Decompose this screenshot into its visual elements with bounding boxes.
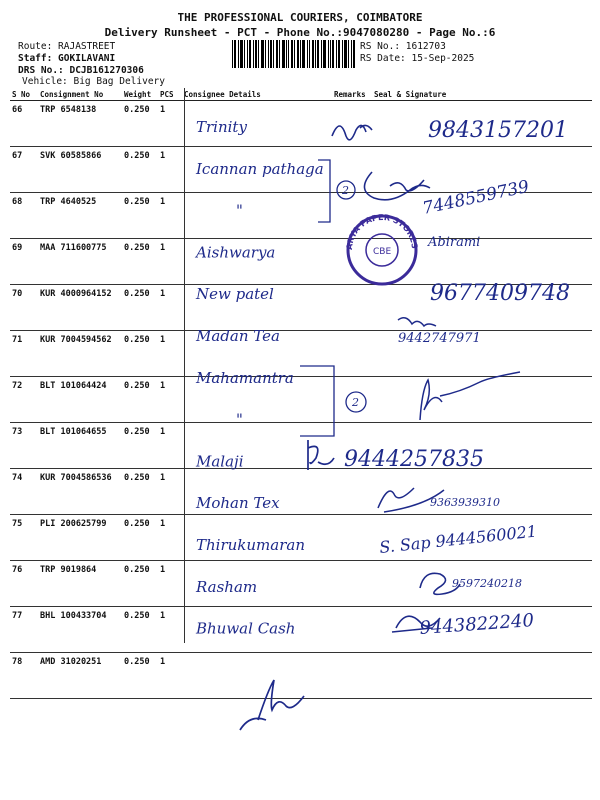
row-consignee-cell <box>182 561 332 607</box>
barcode-bar <box>300 40 301 68</box>
table-row <box>10 561 592 607</box>
col-consignee: Consignee Details <box>182 88 332 101</box>
signature-76: S. Sap 9444560021 <box>378 521 538 557</box>
row-remarks-cell <box>332 101 372 147</box>
row-sno: 73 <box>10 423 38 469</box>
barcode-bar <box>255 40 257 68</box>
consignee-name: Bhuwal Cash <box>196 619 296 638</box>
row-remarks-cell <box>332 515 372 561</box>
barcode-bar <box>279 40 280 68</box>
phone-75: 9363939310 <box>430 496 500 509</box>
row-sno: 68 <box>10 193 38 239</box>
row-consignment-no: BLT 101064424 <box>38 377 122 423</box>
row-remarks-cell <box>332 653 372 699</box>
table-row <box>10 193 592 239</box>
row-weight: 0.250 <box>122 607 158 653</box>
table-row <box>10 331 592 377</box>
row-remarks-cell <box>332 285 372 331</box>
row-weight: 0.250 <box>122 653 158 699</box>
row-remarks-cell <box>332 147 372 193</box>
table-row <box>10 147 592 193</box>
table-row <box>10 423 592 469</box>
barcode-bar <box>258 40 259 68</box>
barcode-bar <box>240 40 243 68</box>
row-signature-cell <box>372 331 592 377</box>
row-signature-cell <box>372 515 592 561</box>
row-signature-cell <box>372 561 592 607</box>
row-consignment-no: KUR 7004594562 <box>38 331 122 377</box>
row-consignee-cell <box>182 515 332 561</box>
row-consignment-no: KUR 7004586536 <box>38 469 122 515</box>
barcode-bar <box>288 40 289 68</box>
consignee-name: New patel <box>196 285 274 304</box>
phone-66: 9843157201 <box>428 118 568 143</box>
table-row <box>10 285 592 331</box>
barcode-bar <box>253 40 254 68</box>
route-label: Route: RAJASTREET <box>18 41 116 52</box>
table-row <box>10 101 592 147</box>
row-weight: 0.250 <box>122 377 158 423</box>
runsheet-table <box>10 88 592 699</box>
phone-77: 9597240218 <box>452 577 522 590</box>
consignee-name: Aishwarya <box>196 243 276 262</box>
barcode-bar <box>276 40 278 68</box>
row-consignee-cell <box>182 101 332 147</box>
vehicle-label: Vehicle: Big Bag Delivery <box>22 76 165 87</box>
row-consignee-cell <box>182 469 332 515</box>
row-remarks-cell <box>332 423 372 469</box>
table-row <box>10 469 592 515</box>
row-pcs: 1 <box>158 101 182 147</box>
row-signature-cell <box>372 377 592 423</box>
col-signature: Seal & Signature <box>372 88 592 101</box>
col-pcs: PCS <box>158 88 182 101</box>
row-pcs: 1 <box>158 561 182 607</box>
row-pcs: 1 <box>158 147 182 193</box>
row-signature-cell <box>372 239 592 285</box>
row-pcs: 1 <box>158 515 182 561</box>
row-pcs: 1 <box>158 377 182 423</box>
barcode-bar <box>332 40 334 68</box>
rs-date: RS Date: 15-Sep-2025 <box>360 53 475 64</box>
row-consignment-no: SVK 60585866 <box>38 147 122 193</box>
barcode-bar <box>282 40 285 68</box>
row-signature-cell <box>372 147 592 193</box>
phone-68: 7448559739 <box>420 176 531 219</box>
barcode-bar <box>309 40 310 68</box>
row-consignment-no: PLI 200625799 <box>38 515 122 561</box>
row-sno: 75 <box>10 515 38 561</box>
consignee-name: " <box>236 201 243 220</box>
barcode-bar <box>238 40 239 68</box>
row-pcs: 1 <box>158 653 182 699</box>
svg-text:CBE: CBE <box>373 247 392 257</box>
col-sno: S No <box>10 88 38 101</box>
barcode-icon <box>232 40 356 68</box>
barcode-bar <box>286 40 287 68</box>
row-pcs: 1 <box>158 193 182 239</box>
row-remarks-cell <box>332 607 372 653</box>
row-consignee-cell <box>182 239 332 285</box>
barcode-bar <box>261 40 264 68</box>
row-sno: 72 <box>10 377 38 423</box>
row-pcs: 1 <box>158 331 182 377</box>
barcode-bar <box>344 40 347 68</box>
row-sno: 66 <box>10 101 38 147</box>
barcode-bar <box>307 40 308 68</box>
row-signature-cell <box>372 607 592 653</box>
phone-71: 9442747971 <box>398 331 481 346</box>
column-divider <box>184 88 185 643</box>
row-consignee-cell <box>182 423 332 469</box>
barcode-bar <box>323 40 326 68</box>
company-title: THE PROFESSIONAL COURIERS, COIMBATORE <box>177 11 423 24</box>
row-consignee-cell <box>182 331 332 377</box>
col-remarks: Remarks <box>332 88 372 101</box>
svg-text:ARYA PAPER STORES: ARYA PAPER STORES <box>344 212 420 251</box>
table-row <box>10 515 592 561</box>
row-consignee-cell <box>182 377 332 423</box>
row-weight: 0.250 <box>122 147 158 193</box>
rs-number: RS No.: 1612703 <box>360 41 446 52</box>
row-pcs: 1 <box>158 607 182 653</box>
row-remarks-cell <box>332 469 372 515</box>
row-consignment-no: TRP 6548138 <box>38 101 122 147</box>
consignee-name: Trinity <box>196 118 247 136</box>
row-signature-cell <box>372 653 592 699</box>
row-weight: 0.250 <box>122 193 158 239</box>
barcode-bar <box>297 40 299 68</box>
barcode-bar <box>353 40 355 68</box>
row-sno: 69 <box>10 239 38 285</box>
row-consignment-no: TRP 9019864 <box>38 561 122 607</box>
row-signature-cell <box>372 101 592 147</box>
runsheet-subtitle: Delivery Runsheet - PCT - Phone No.:9047080280 - Page No.:6 <box>104 26 496 39</box>
barcode-bar <box>348 40 349 68</box>
barcode-bar <box>294 40 295 68</box>
row-pcs: 1 <box>158 285 182 331</box>
row-consignee-cell <box>182 607 332 653</box>
consignee-name: " <box>236 410 243 429</box>
barcode-bar <box>338 40 340 68</box>
row-sno: 74 <box>10 469 38 515</box>
row-consignee-cell <box>182 193 332 239</box>
staff-label: Staff: GOKILAVANI <box>18 53 116 64</box>
consignee-name: Mahamantra <box>196 368 294 387</box>
row-weight: 0.250 <box>122 515 158 561</box>
row-consignment-no: BLT 101064655 <box>38 423 122 469</box>
col-weight: Weight <box>122 88 158 101</box>
row-sno: 70 <box>10 285 38 331</box>
phone-70: 9677409748 <box>430 281 570 306</box>
barcode-bar <box>330 40 331 68</box>
barcode-bar <box>315 40 316 68</box>
table-row <box>10 607 592 653</box>
row-consignee-cell <box>182 147 332 193</box>
consignee-name: Thirukumaran <box>196 536 305 554</box>
row-weight: 0.250 <box>122 469 158 515</box>
consignee-name: Mohan Tex <box>196 494 280 513</box>
barcode-bar <box>265 40 266 68</box>
row-pcs: 1 <box>158 469 182 515</box>
row-remarks-cell <box>332 193 372 239</box>
barcode-bar <box>312 40 314 68</box>
table-header-row <box>10 88 592 101</box>
row-pcs: 1 <box>158 423 182 469</box>
row-signature-cell <box>372 423 592 469</box>
row-consignment-no: MAA 711600775 <box>38 239 122 285</box>
barcode-bar <box>336 40 337 68</box>
row-consignment-no: KUR 4000964152 <box>38 285 122 331</box>
barcode-bar <box>342 40 343 68</box>
remark-67: 2 <box>342 184 349 197</box>
row-consignment-no: TRP 4640525 <box>38 193 122 239</box>
row-pcs: 1 <box>158 239 182 285</box>
consignee-name: Icannan pathaga <box>196 159 324 178</box>
row-signature-cell <box>372 193 592 239</box>
row-sno: 77 <box>10 607 38 653</box>
phone-74: 9444257835 <box>344 447 484 472</box>
row-signature-cell <box>372 285 592 331</box>
barcode-bar <box>249 40 251 68</box>
barcode-bar <box>234 40 236 68</box>
row-sno: 78 <box>10 653 38 699</box>
table-row <box>10 653 592 699</box>
row-weight: 0.250 <box>122 423 158 469</box>
row-consignee-cell <box>182 285 332 331</box>
row-remarks-cell <box>332 561 372 607</box>
barcode-bar <box>232 40 233 68</box>
barcode-bar <box>291 40 293 68</box>
remark-72: 2 <box>352 396 359 409</box>
barcode-bar <box>273 40 274 68</box>
barcode-bar <box>247 40 248 68</box>
row-consignment-no: AMD 31020251 <box>38 653 122 699</box>
barcode-bar <box>268 40 269 68</box>
row-weight: 0.250 <box>122 239 158 285</box>
barcode-bar <box>321 40 322 68</box>
drs-label: DRS No.: DCJB161270306 <box>18 65 144 76</box>
row-remarks-cell <box>332 239 372 285</box>
barcode-bar <box>244 40 245 68</box>
barcode-bar <box>351 40 352 68</box>
barcode-bar <box>270 40 272 68</box>
signature-69: Abirami <box>428 235 481 250</box>
table-row <box>10 239 592 285</box>
consignee-name: Rasham <box>196 577 258 596</box>
row-signature-cell <box>372 469 592 515</box>
row-consignment-no: BHL 100433704 <box>38 607 122 653</box>
consignee-name: Madan Tea <box>196 327 280 345</box>
row-sno: 67 <box>10 147 38 193</box>
row-weight: 0.250 <box>122 101 158 147</box>
row-sno: 71 <box>10 331 38 377</box>
barcode-bar <box>302 40 305 68</box>
row-remarks-cell <box>332 331 372 377</box>
consignee-name: Malaji <box>196 452 244 471</box>
row-remarks-cell <box>332 377 372 423</box>
barcode-bar <box>317 40 319 68</box>
table-row <box>10 377 592 423</box>
phone-78: 9443822240 <box>418 610 535 639</box>
row-consignee-cell <box>182 653 332 699</box>
row-weight: 0.250 <box>122 331 158 377</box>
col-consignment: Consignment No <box>38 88 122 101</box>
row-weight: 0.250 <box>122 285 158 331</box>
row-sno: 76 <box>10 561 38 607</box>
barcode-bar <box>328 40 329 68</box>
row-weight: 0.250 <box>122 561 158 607</box>
